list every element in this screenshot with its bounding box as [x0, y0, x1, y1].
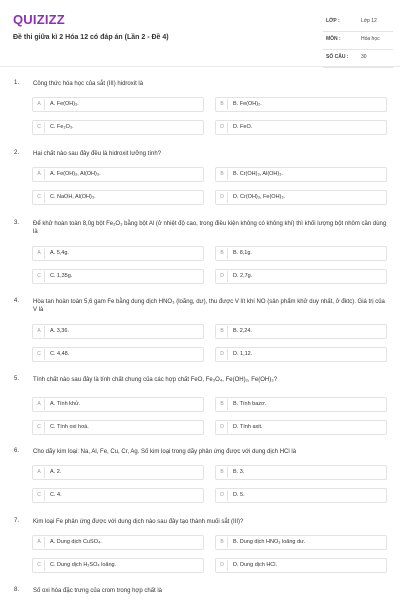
option-text: C. Tính oxi hoá.	[50, 424, 89, 430]
option-d[interactable]	[215, 269, 387, 284]
option-c[interactable]	[32, 558, 204, 573]
question-number: 7.	[14, 518, 20, 524]
option-text: A. 5,4g.	[50, 250, 69, 256]
option-c[interactable]	[32, 269, 204, 284]
option-letter: C	[34, 271, 45, 282]
option-text: C. 4.	[50, 492, 62, 498]
option-text: C. Fe₂O₃.	[50, 124, 74, 130]
option-text: D. 2,7g.	[233, 273, 253, 279]
question-number: 1.	[14, 80, 20, 86]
option-d[interactable]	[215, 190, 387, 205]
option-b[interactable]	[215, 167, 387, 182]
question-text: Hòa tan hoàn toàn 5,6 gam Fe bằng dung dịch HNO₃ (loãng, dư), thu được V lít khí NO (sản phẩm khử duy nhất, ở đktc). Giá trị của V là	[33, 299, 385, 313]
option-text: D. Cr(OH)₃, Fe(OH)₃.	[233, 194, 286, 200]
option-text: D. Dung dịch HCl.	[233, 562, 278, 568]
option-letter: D	[217, 271, 228, 282]
option-letter: D	[217, 490, 228, 501]
option-letter: D	[217, 122, 228, 133]
worksheet-title: Đề thi giữa kì 2 Hóa 12 có đáp án (Lần 2 - Đề 4)	[13, 34, 169, 41]
question-number: 6.	[14, 448, 20, 454]
option-a[interactable]	[32, 324, 204, 339]
option-letter: C	[34, 349, 45, 360]
option-text: C. 4,48.	[50, 351, 70, 357]
option-letter: C	[34, 192, 45, 203]
option-text: B. Dung dịch HNO₃ loãng dư.	[233, 539, 306, 545]
option-d[interactable]	[215, 488, 387, 503]
option-text: D. 5.	[233, 492, 245, 498]
question-text: Kim loại Fe phản ứng được với dung dịch nào sau đây tạo thành muối sắt (III)?	[33, 519, 244, 525]
option-text: B. Fe(OH)₂.	[233, 101, 262, 107]
option-c[interactable]	[32, 420, 204, 435]
meta-value: Hóa học	[361, 36, 380, 42]
option-letter: B	[217, 399, 228, 410]
option-letter: D	[217, 560, 228, 571]
option-letter: A	[34, 169, 45, 180]
question-number: 3.	[14, 220, 20, 226]
option-b[interactable]	[215, 324, 387, 339]
meta-value: Lớp 12	[361, 18, 377, 24]
option-text: D. FeO.	[233, 124, 253, 130]
option-letter: C	[34, 490, 45, 501]
question-number: 4.	[14, 298, 20, 304]
question-text: Để khử hoàn toàn 8,0g bột Fe₂O₃ bằng bột Al (ở nhiệt độ cao, trong điều kiện không có không khí) thì khối lượng bột nhôm cần dùng là	[33, 221, 387, 235]
option-text: B. 2,24.	[233, 328, 252, 334]
question-number: 5.	[14, 376, 20, 382]
meta-label: LỚP :	[326, 18, 340, 24]
option-text: B. Tính bazơ.	[233, 401, 267, 407]
option-c[interactable]	[32, 488, 204, 503]
option-text: A. Tính khử.	[50, 401, 81, 407]
option-letter: B	[217, 467, 228, 478]
option-letter: A	[34, 537, 45, 548]
option-b[interactable]	[215, 535, 387, 550]
option-letter: A	[34, 399, 45, 410]
option-c[interactable]	[32, 120, 204, 135]
option-letter: A	[34, 467, 45, 478]
option-text: D. 1,12.	[233, 351, 253, 357]
quizizz-logo: QUIZIZZ	[13, 12, 65, 27]
option-text: C. Dung dịch H₂SO₄ loãng.	[50, 562, 117, 568]
worksheet-meta	[323, 14, 393, 68]
option-b[interactable]	[215, 465, 387, 480]
option-text: B. 8,1g.	[233, 250, 252, 256]
option-letter: B	[217, 169, 228, 180]
worksheet-header	[0, 0, 400, 67]
option-letter: D	[217, 422, 228, 433]
option-text: C. 1,35g.	[50, 273, 73, 279]
question-text: Cho dãy kim loại: Na, Al, Fe, Cu, Cr, Ag. Số kim loại trong dãy phản ứng được với dung dịch HCl là	[33, 449, 297, 455]
option-c[interactable]	[32, 190, 204, 205]
question-number: 8.	[14, 587, 20, 593]
option-text: A. 3,36.	[50, 328, 69, 334]
option-a[interactable]	[32, 97, 204, 112]
option-text: A. 2.	[50, 469, 62, 475]
option-letter: C	[34, 122, 45, 133]
option-d[interactable]	[215, 558, 387, 573]
option-d[interactable]	[215, 420, 387, 435]
option-text: C. NaOH, Al(OH)₃.	[50, 194, 96, 200]
option-a[interactable]	[32, 397, 204, 412]
option-letter: B	[217, 537, 228, 548]
option-letter: A	[34, 248, 45, 259]
meta-value: 30	[361, 54, 367, 60]
question-number: 2.	[14, 150, 20, 156]
option-letter: B	[217, 248, 228, 259]
option-a[interactable]	[32, 246, 204, 261]
option-letter: A	[34, 326, 45, 337]
option-letter: D	[217, 192, 228, 203]
option-letter: D	[217, 349, 228, 360]
question-text: Số oxi hóa đặc trưng của crom trong hợp chất là	[33, 588, 163, 594]
option-text: A. Fe(OH)₃.	[50, 101, 79, 107]
option-c[interactable]	[32, 347, 204, 362]
option-a[interactable]	[32, 465, 204, 480]
option-a[interactable]	[32, 167, 204, 182]
meta-row-class	[323, 14, 393, 32]
option-letter: C	[34, 422, 45, 433]
option-text: A. Dung dịch CuSO₄.	[50, 539, 102, 545]
option-text: B. Cr(OH)₃, Al(OH)₃.	[233, 171, 284, 177]
option-text: A. Fe(OH)₃, Al(OH)₃.	[50, 171, 101, 177]
option-letter: C	[34, 560, 45, 571]
option-letter: B	[217, 326, 228, 337]
option-letter: A	[34, 99, 45, 110]
option-d[interactable]	[215, 347, 387, 362]
option-b[interactable]	[215, 97, 387, 112]
option-a[interactable]	[32, 535, 204, 550]
question-text: Công thức hóa học của sắt (III) hidroxit là	[33, 81, 144, 87]
option-text: D. Tính axit.	[233, 424, 263, 430]
option-b[interactable]	[215, 246, 387, 261]
meta-row-subject	[323, 32, 393, 50]
option-text: B. 3.	[233, 469, 245, 475]
meta-row-question-count	[323, 50, 393, 68]
option-d[interactable]	[215, 120, 387, 135]
option-letter: B	[217, 99, 228, 110]
question-text: Tính chất nào sau đây là tính chất chung của các hợp chất FeO, Fe₃O₄, Fe(OH)₂, Fe(OH)₃?	[33, 377, 278, 383]
question-text: Hai chất nào sau đây đều là hidroxit lưỡng tính?	[33, 151, 162, 157]
meta-label: MÔN :	[326, 36, 341, 42]
option-b[interactable]	[215, 397, 387, 412]
meta-label: SỐ CÂU :	[326, 54, 349, 60]
